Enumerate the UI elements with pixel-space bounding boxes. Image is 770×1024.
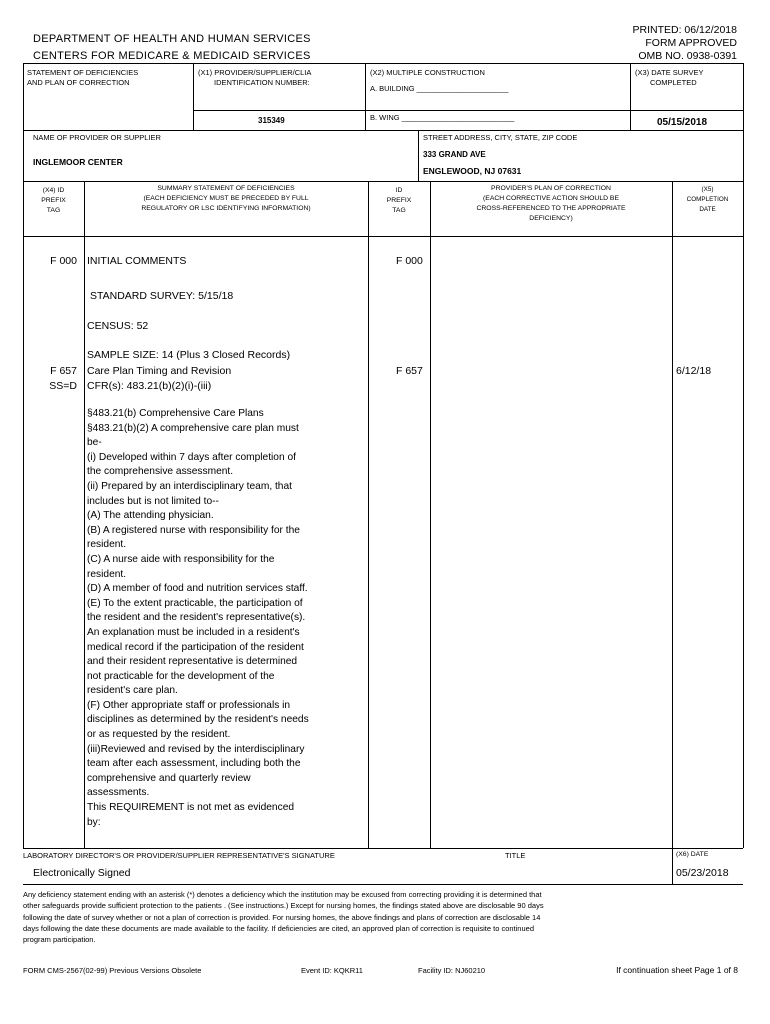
text-line: comprehensive and quarterly review	[87, 772, 251, 784]
statement-label-2: AND PLAN OF CORRECTION	[27, 78, 130, 87]
plan-header-line: PROVIDER'S PLAN OF CORRECTION	[491, 185, 611, 192]
text-line: (iii)Reviewed and revised by the interdisciplinary	[87, 743, 305, 755]
text-line: resident.	[87, 539, 127, 551]
regulation-text	[87, 407, 365, 830]
tag-f000-right: F 000	[396, 255, 423, 267]
x3-label: (X3) DATE SURVEY	[635, 68, 704, 77]
text-line: be-	[87, 437, 102, 449]
page-number: If continuation sheet Page 1 of 8	[616, 965, 738, 975]
sample-size: SAMPLE SIZE: 14 (Plus 3 Closed Records)	[87, 349, 291, 361]
x5-header-line: (X5)	[701, 186, 714, 193]
text-line: not practicable for the development of the	[87, 670, 275, 682]
initial-comments: INITIAL COMMENTS	[87, 255, 187, 267]
census: CENSUS: 52	[87, 320, 149, 332]
disclaimer-line: following the date of survey whether or not a plan of correction is provided. For nursing homes, the above findings and plans of correction are disclosable 14	[23, 912, 541, 922]
divider	[193, 63, 194, 130]
text-line: and their resident representative is determined	[87, 656, 298, 668]
divider	[23, 130, 743, 131]
event-id: Event ID: KQKR11	[301, 966, 363, 975]
divider	[672, 848, 673, 884]
id-header-line: ID	[395, 187, 403, 194]
divider	[193, 110, 365, 111]
text-line: An explanation must be included in a resident's	[87, 626, 300, 638]
wing-label: B. WING ___________________________	[370, 113, 515, 122]
survey-date: 05/15/2018	[657, 117, 708, 128]
summary-header-line: (EACH DEFICIENCY MUST BE PRECEDED BY FULL	[143, 195, 309, 202]
divider	[630, 63, 631, 130]
text-line: resident's care plan.	[87, 685, 178, 697]
text-line: (i) Developed within 7 days after completion of	[87, 451, 296, 463]
text-line: the resident and the resident's representative(s).	[87, 612, 306, 624]
agency-line: CENTERS FOR MEDICARE & MEDICAID SERVICES	[33, 50, 311, 62]
disclaimer-line: days following the date these documents are made available to the facility. If deficiencies are cited, an approved plan of correction is requisite to continued	[23, 923, 534, 933]
tag-f000: F 000	[50, 255, 77, 267]
text-line: medical record if the participation of the resident	[87, 641, 304, 653]
x4-header-line: PREFIX	[41, 197, 66, 204]
x5-header-line: COMPLETION	[686, 196, 729, 203]
text-line: assessments.	[87, 787, 150, 799]
tag-f657-right: F 657	[396, 365, 423, 377]
plan-header	[430, 184, 672, 224]
x4-header-line: TAG	[46, 207, 61, 214]
scope-severity: SS=D	[49, 380, 77, 392]
signature-label: LABORATORY DIRECTOR'S OR PROVIDER/SUPPLIER REPRESENTATIVE'S SIGNATURE	[23, 851, 335, 860]
disclaimer-line: other safeguards provide sufficient protection to the patients . (See instructions.) Except for nursing homes, the findings stated above are disclosable 90 days	[23, 901, 544, 911]
text-line: §483.21(b) Comprehensive Care Plans	[87, 408, 264, 419]
text-line: (ii) Prepared by an interdisciplinary team, that	[87, 480, 292, 492]
divider	[430, 181, 431, 848]
text-line: (D) A member of food and nutrition services staff.	[87, 583, 308, 595]
form-approved: FORM APPROVED	[645, 37, 737, 49]
omb-number: OMB NO. 0938-0391	[638, 50, 737, 62]
provider-name: INGLEMOOR CENTER	[33, 157, 123, 167]
text-line: This REQUIREMENT is not met as evidenced	[87, 802, 295, 814]
form-number: FORM CMS-2567(02-99) Previous Versions Obsolete	[23, 966, 202, 975]
building-label: A. BUILDING ______________________	[370, 84, 509, 93]
x4-header-line: (X4) ID	[42, 187, 65, 194]
summary-header	[84, 184, 368, 214]
provider-name-label: NAME OF PROVIDER OR SUPPLIER	[33, 133, 161, 142]
id-header-line: TAG	[392, 207, 406, 214]
text-line: the comprehensive assessment.	[87, 466, 234, 478]
divider	[84, 181, 85, 848]
text-line: team after each assessment, including both the	[87, 758, 301, 770]
standard-survey: STANDARD SURVEY: 5/15/18	[90, 290, 234, 302]
x5-header-line: DATE	[699, 206, 716, 213]
divider	[365, 63, 366, 130]
facility-id: Facility ID: NJ60210	[418, 966, 486, 975]
x5-header	[672, 185, 743, 215]
city-state-zip: ENGLEWOOD, NJ 07631	[423, 166, 522, 176]
text-line: (A) The attending physician.	[87, 510, 214, 522]
text-line: by:	[87, 816, 101, 828]
plan-header-line: (EACH CORRECTIVE ACTION SHOULD BE	[483, 195, 619, 202]
divider	[23, 236, 743, 237]
x4-header	[23, 186, 84, 216]
deficiency-title: Care Plan Timing and Revision	[87, 365, 232, 377]
signature-value: Electronically Signed	[33, 867, 131, 879]
divider	[23, 848, 743, 849]
plan-header-line: CROSS-REFERENCED TO THE APPROPRIATE	[476, 205, 626, 212]
department-line: DEPARTMENT OF HEALTH AND HUMAN SERVICES	[33, 33, 311, 45]
signature-date: 05/23/2018	[676, 867, 729, 879]
id-header	[368, 186, 430, 216]
summary-header-line: SUMMARY STATEMENT OF DEFICIENCIES	[157, 185, 295, 192]
x6-date-label: (X6) DATE	[676, 851, 709, 858]
right-border	[743, 63, 744, 848]
disclaimer	[23, 889, 743, 945]
divider	[672, 181, 673, 848]
x2-label: (X2) MULTIPLE CONSTRUCTION	[370, 68, 485, 77]
divider	[23, 181, 743, 182]
statement-label: STATEMENT OF DEFICIENCIES	[27, 68, 139, 77]
provider-id-number: 315349	[258, 116, 285, 125]
divider	[630, 110, 743, 111]
address-label: STREET ADDRESS, CITY, STATE, ZIP CODE	[423, 133, 578, 142]
text-line: (E) To the extent practicable, the participation of	[87, 597, 303, 609]
printed-date: PRINTED: 06/12/2018	[632, 24, 737, 36]
text-line: resident.	[87, 568, 127, 580]
text-line: (F) Other appropriate staff or professionals in	[87, 699, 291, 711]
tag-f657: F 657	[50, 365, 77, 377]
left-border	[23, 63, 24, 848]
x1-label-2: IDENTIFICATION NUMBER:	[214, 78, 310, 87]
divider	[365, 110, 630, 111]
text-line: includes but is not limited to--	[87, 495, 219, 507]
x1-label: (X1) PROVIDER/SUPPLIER/CLIA	[198, 68, 312, 77]
title-label: TITLE	[505, 851, 526, 860]
cfr-reference: CFR(s): 483.21(b)(2)(i)-(iii)	[87, 380, 212, 392]
text-line: or as requested by the resident.	[87, 729, 231, 741]
divider	[23, 884, 743, 885]
text-line: §483.21(b)(2) A comprehensive care plan must	[87, 422, 299, 434]
id-header-line: PREFIX	[386, 197, 412, 204]
street-address: 333 GRAND AVE	[423, 150, 486, 159]
x3-label-2: COMPLETED	[650, 78, 697, 87]
divider	[368, 181, 369, 848]
text-line: (C) A nurse aide with responsibility for the	[87, 553, 275, 565]
summary-header-line: REGULATORY OR LSC IDENTIFYING INFORMATION)	[141, 205, 311, 212]
completion-date: 6/12/18	[676, 365, 712, 377]
disclaimer-line: Any deficiency statement ending with an asterisk (*) denotes a deficiency which the institution may be excused from correcting providing it is determined that	[23, 890, 542, 899]
text-line: (B) A registered nurse with responsibility for the	[87, 524, 300, 536]
plan-header-line: DEFICIENCY)	[529, 215, 573, 222]
divider	[418, 130, 419, 181]
text-line: disciplines as determined by the resident's needs	[87, 714, 309, 726]
top-border	[23, 63, 743, 64]
disclaimer-line: program participation.	[23, 935, 96, 945]
